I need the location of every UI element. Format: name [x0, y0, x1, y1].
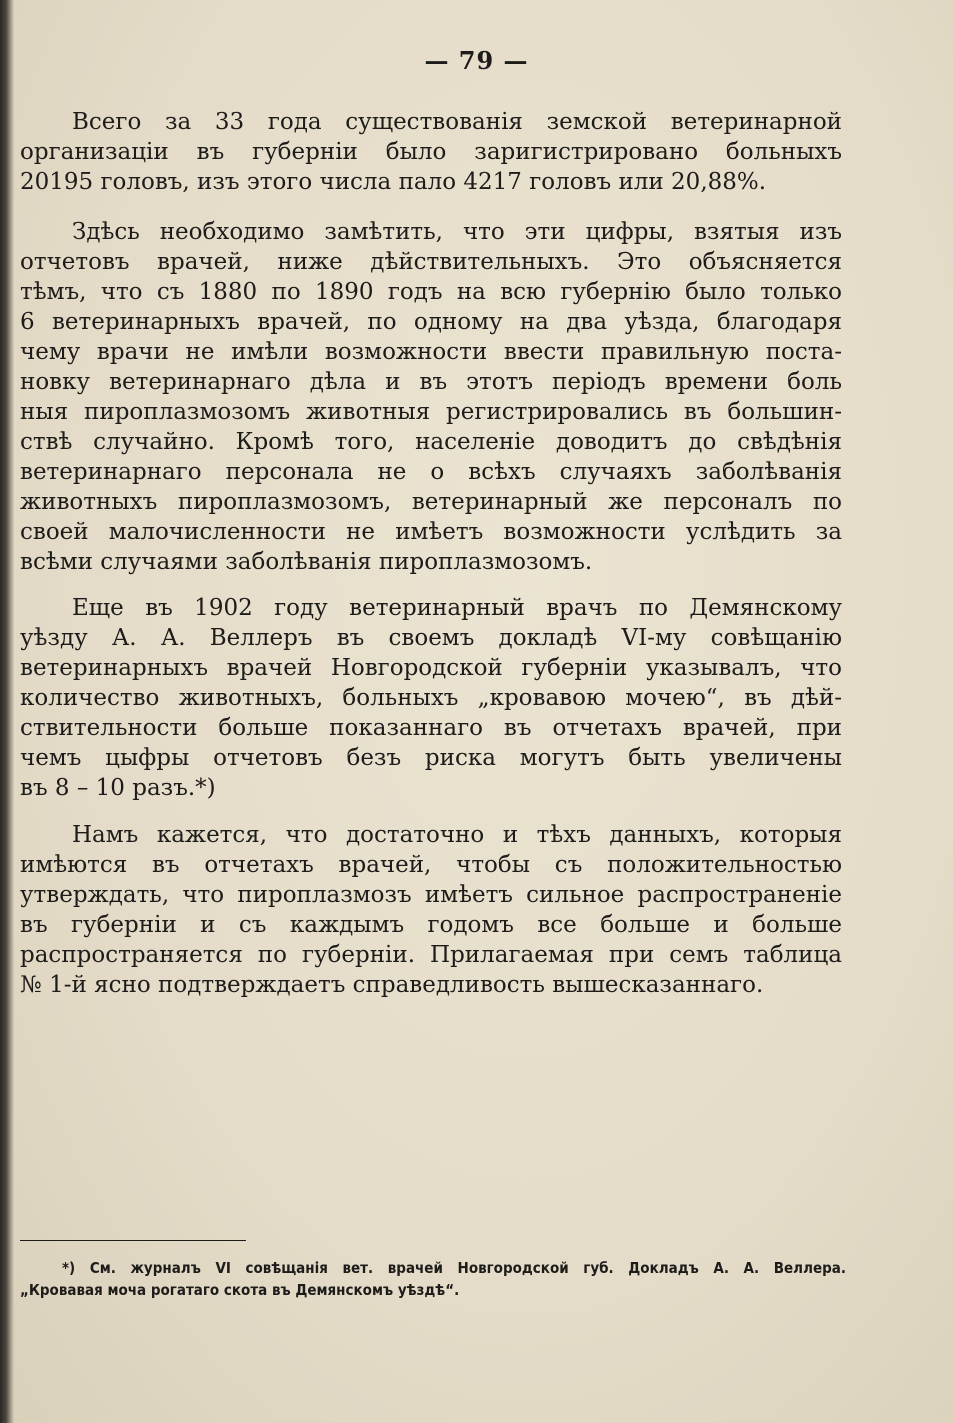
paragraph-1 [20, 107, 842, 197]
text-line: Намъ кажется, что достаточно и тѣхъ данныхъ, которыя [72, 822, 842, 848]
text-line: 6 ветеринарныхъ врачей, по одному на два уѣзда, благодаря [20, 309, 842, 335]
text-line: утверждать, что пироплазмозъ имѣетъ сильное распространеніе [20, 882, 842, 908]
text-line: Всего за 33 года существованія земской ветеринарной [72, 109, 842, 135]
page-binding-edge [0, 0, 14, 1423]
text-line: количество животныхъ, больныхъ „кровавою мочею“, въ дѣй- [20, 685, 842, 711]
text-line: 20195 головъ, изъ этого числа пало 4217 головъ или 20,88%. [20, 169, 767, 195]
paragraph-3 [20, 593, 842, 803]
text-line: чему врачи не имѣли возможности ввести правильную поста- [20, 339, 842, 365]
page-number: — 79 — [424, 46, 529, 75]
text-line: ныя пироплазмозомъ животныя регистрировались въ большин- [20, 399, 842, 425]
text-line: имѣются въ отчетахъ врачей, чтобы съ положительностью [20, 852, 842, 878]
text-line: распространяется по губерніи. Прилагаемая при семъ таблица [20, 942, 842, 968]
paragraph-4 [20, 820, 842, 1000]
footnote [20, 1257, 846, 1301]
footnote-line: „Кровавая моча рогатаго скота въ Демянскомъ уѣздѣ“. [20, 1281, 460, 1299]
text-line: ствительности больше показаннаго въ отчетахъ врачей, при [20, 715, 842, 741]
text-line: уѣзду А. А. Веллеръ въ своемъ докладѣ VI-му совѣщанію [20, 625, 842, 651]
paragraph-2 [20, 217, 842, 577]
text-line: Еще въ 1902 году ветеринарный врачъ по Демянскому [72, 595, 842, 621]
footnote-divider [20, 1240, 246, 1241]
text-line: ветеринарнаго персонала не о всѣхъ случаяхъ заболѣванія [20, 459, 842, 485]
text-line: всѣми случаями заболѣванія пироплазмозомъ. [20, 549, 593, 575]
text-line: № 1-й ясно подтверждаетъ справедливость вышесказаннаго. [20, 972, 764, 998]
text-line: организаціи въ губерніи было заригистрировано больныхъ [20, 139, 842, 165]
text-line: отчетовъ врачей, ниже дѣйствительныхъ. Это объясняется [20, 249, 842, 275]
text-line: ствѣ случайно. Кромѣ того, населеніе доводитъ до свѣдѣнія [20, 429, 842, 455]
text-line: животныхъ пироплазмозомъ, ветеринарный же персоналъ по [20, 489, 842, 515]
text-line: своей малочисленности не имѣетъ возможности услѣдить за [20, 519, 842, 545]
text-line: тѣмъ, что съ 1880 по 1890 годъ на всю губернію было только [20, 279, 842, 305]
text-line: чемъ цыфры отчетовъ безъ риска могутъ быть увеличены [20, 745, 842, 771]
text-line: ветеринарныхъ врачей Новгородской губерніи указывалъ, что [20, 655, 842, 681]
text-line: въ губерніи и съ каждымъ годомъ все больше и больше [20, 912, 842, 938]
text-line: въ 8 – 10 разъ.*) [20, 775, 216, 801]
text-line: новку ветеринарнаго дѣла и въ этотъ періодъ времени боль [20, 369, 842, 395]
text-line: Здѣсь необходимо замѣтить, что эти цифры, взятыя изъ [72, 219, 842, 245]
footnote-line: *) См. журналъ VI совѣщанія вет. врачей Новгородской губ. Докладъ А. А. Веллера. [62, 1259, 846, 1277]
